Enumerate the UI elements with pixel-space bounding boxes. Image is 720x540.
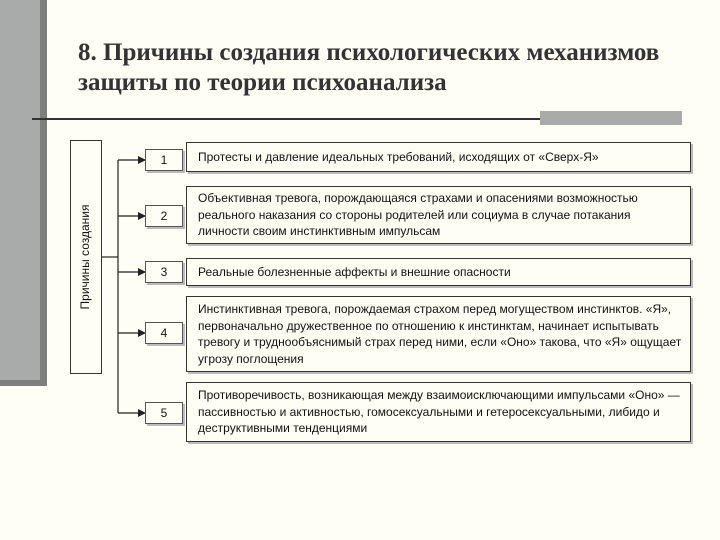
cause-text-box: Инстинктивная тревога, порождаемая страхом перед могуществом инстинктов. «Я», первоначально дружественное по отношению к инстинктам, начинает испытывать тревогу и труднообъяснимый страх перед ними, если «Оно» такова, что «Я» ощущает угрозу поглощения bbox=[186, 296, 691, 372]
cause-text-box: Противоречивость, возникающая между взаимоисключающими импульсами «Оно» — пассивностью и активностью, гомосексуальными и гетеросексуальными, либидо и деструктивными тенденциями bbox=[186, 382, 691, 442]
cause-number-box: 1 bbox=[145, 149, 183, 171]
cause-text-box: Объективная тревога, порождающаяся страхами и опасениями возможностью реального наказания со стороны родителей или социума в случае потакания личности своим инстинктивным импульсам bbox=[186, 186, 691, 244]
cause-number-box: 5 bbox=[145, 402, 183, 424]
page-title: 8. Причины создания психологических механизмов защиты по теории психоанализа bbox=[78, 39, 660, 96]
causes-group-label: Причины создания bbox=[78, 204, 92, 310]
cause-text-box: Реальные болезненные аффекты и внешние опасности bbox=[186, 258, 691, 286]
cause-number-box: 2 bbox=[145, 205, 183, 227]
cause-number-box: 3 bbox=[145, 261, 183, 283]
cause-text-box: Протесты и давление идеальных требований, исходящих от «Сверх-Я» bbox=[186, 142, 691, 172]
cause-number-box: 4 bbox=[145, 322, 183, 344]
